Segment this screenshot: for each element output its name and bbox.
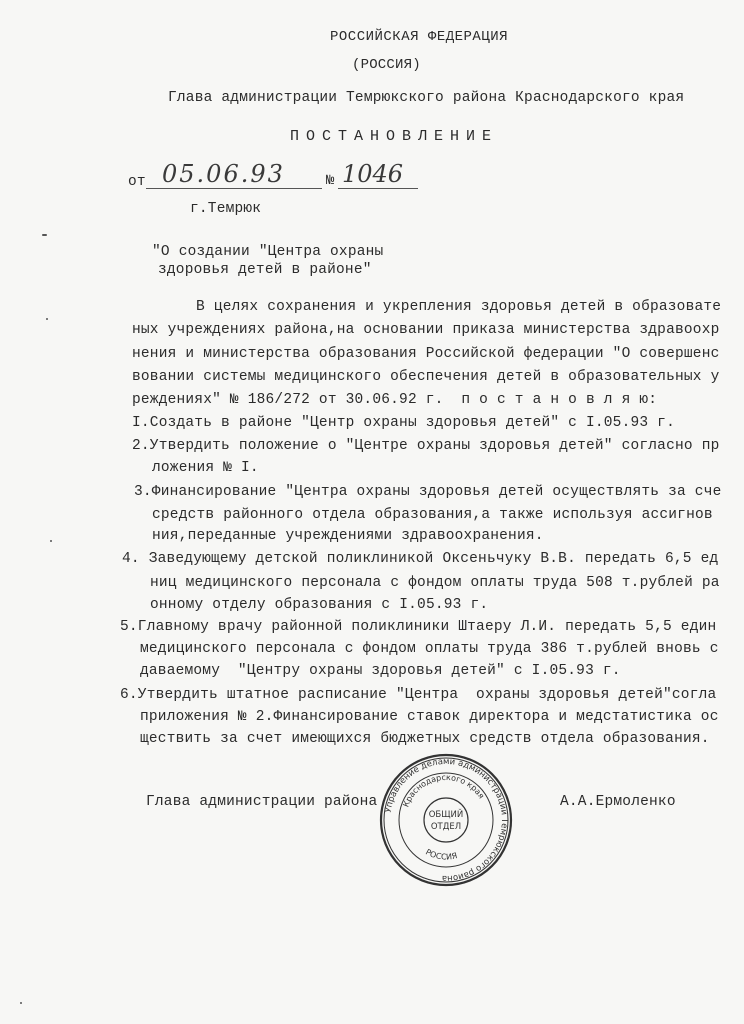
body-line: реждениях" № 186/272 от 30.06.92 г. п о с т а н о в л я ю: (132, 392, 658, 408)
stamp-center-line-2: ОТДЕЛ (430, 822, 462, 832)
date-label: от (128, 174, 146, 190)
body-line: медицинского персонала с фондом оплаты труда 386 т.рублей вновь с (140, 641, 719, 657)
body-line: ществить за счет имеющихся бюджетных средств отдела образования. (140, 731, 710, 747)
country-header: РОССИЙСКАЯ ФЕДЕРАЦИЯ (330, 29, 509, 45)
body-line: ных учреждениях района,на основании приказа министерства здравоохр (132, 322, 720, 338)
scan-speck (46, 318, 48, 320)
handwritten-number: 1046 (342, 160, 404, 188)
body-line: 5.Главному врачу районной поликлиники Штаеру Л.И. передать 5,5 един (120, 619, 717, 635)
number-underline (338, 188, 418, 189)
body-line: 4. Заведующему детской поликлиникой Оксеньчуку В.В. передать 6,5 ед (122, 551, 719, 567)
signature-position: Глава администрации района (146, 794, 378, 810)
body-line: ниц медицинского персонала с фондом оплаты труда 508 т.рублей ра (150, 575, 720, 591)
date-underline (146, 188, 322, 189)
body-line: ния,переданные учреждениями здравоохранения. (152, 528, 544, 544)
body-line: вовании системы медицинского обеспечения детей в образовательных у (132, 369, 720, 385)
body-line: В целях сохранения и укрепления здоровья детей в образовате (196, 299, 722, 315)
stamp-ring-text: Управление делами администрации Темрюкского района (383, 756, 510, 884)
body-line: приложения № 2.Финансирование ставок директора и медстатистика ос (140, 709, 719, 725)
subject-line-1: "О создании "Центра охраны (152, 244, 384, 260)
body-line: I.Создать в районе "Центр охраны здоровья детей" с I.05.93 г. (132, 415, 675, 431)
body-line: даваемому "Центру охраны здоровья детей" с I.05.93 г. (140, 663, 621, 679)
country-short: (РОССИЯ) (352, 57, 421, 73)
body-line: ложения № I. (152, 460, 259, 476)
city-line: г.Темрюк (190, 201, 262, 217)
authority-line: Глава администрации Темрюкского района Краснодарского края (168, 90, 685, 106)
body-line: 2.Утвердить положение о "Центре охраны здоровья детей" согласно пр (132, 438, 720, 454)
scan-speck (50, 540, 52, 542)
body-line: средств районного отдела образования,а также используя ассигнов (152, 507, 713, 523)
handwritten-date: 05.06.93 (162, 160, 285, 188)
body-line: 3.Финансирование "Центра охраны здоровья детей осуществлять за сче (134, 484, 722, 500)
stamp-bottom-text: РОССИЯ (424, 847, 459, 862)
scan-speck (42, 234, 47, 236)
body-line: онному отделу образования с I.05.93 г. (150, 597, 489, 613)
stamp-center-line-1: ОБЩИЙ (428, 810, 464, 820)
document-title: ПОСТАНОВЛЕНИЕ (290, 128, 499, 145)
number-label: № (326, 173, 335, 189)
body-line: нения и министерства образования Российской федерации "О совершенс (132, 346, 720, 362)
body-line: 6.Утвердить штатное расписание "Центра охраны здоровья детей"согла (120, 687, 717, 703)
stamp-inner-text: Краснодарского края (401, 772, 487, 809)
subject-line-2: здоровья детей в районе" (158, 262, 372, 278)
scan-speck (20, 1002, 22, 1004)
official-stamp (378, 752, 514, 888)
signature-name: А.А.Ермоленко (560, 794, 676, 810)
